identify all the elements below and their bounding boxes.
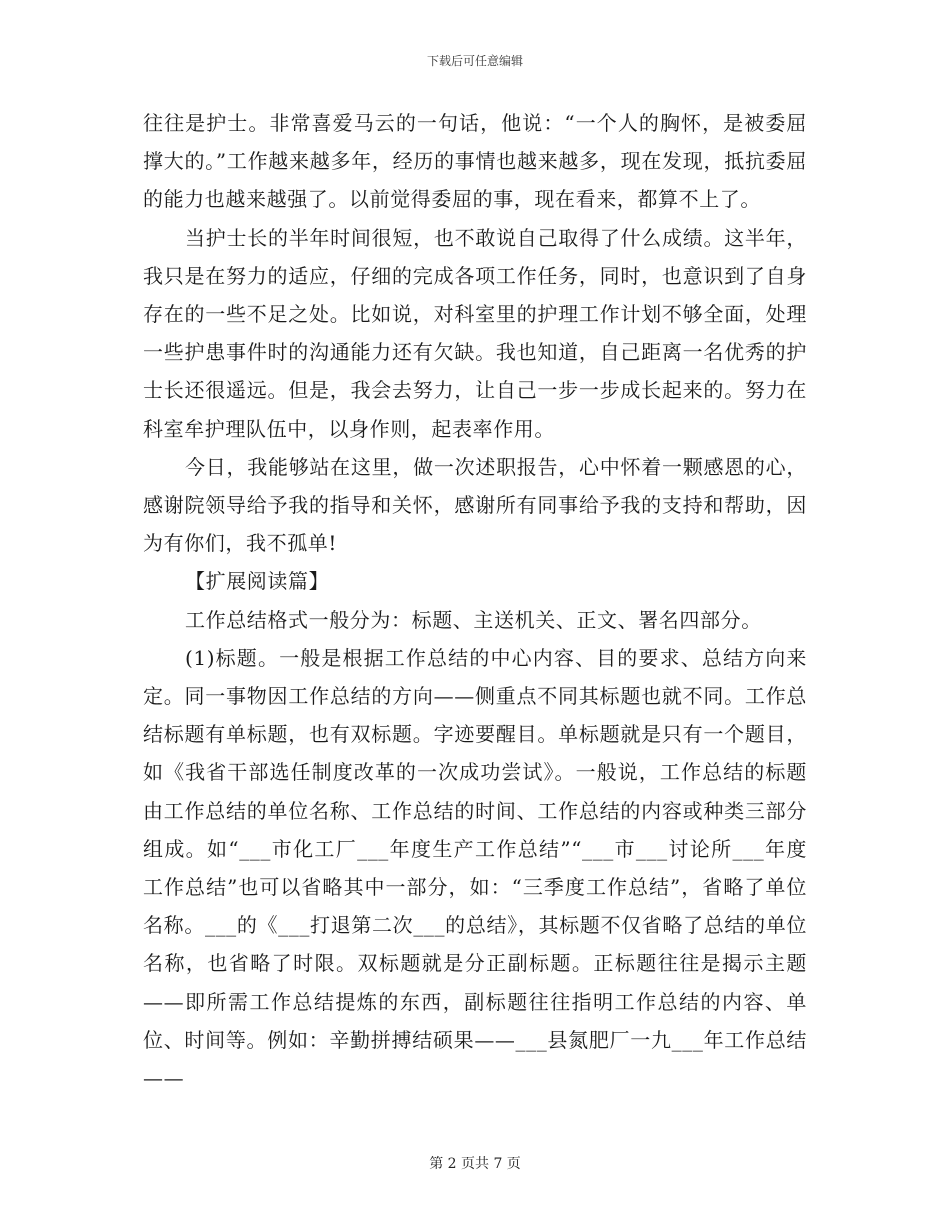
- paragraph-2: 当护士长的半年时间很短，也不敢说自己取得了什么成绩。这半年，我只是在努力的适应，仔细的完成各项工作任务，同时，也意识到了自身存在的一些不足之处。比如说，对科室里的护理工作计划不够全面，处理一些护患事件时的沟通能力还有欠缺。我也知道，自己距离一名优秀的护士长还很遥远。但是，我会去努力，让自己一步一步成长起来的。努力在科室牟护理队伍中，以身作则，起表率作用。: [143, 225, 807, 441]
- document-body: [143, 104, 807, 1097]
- paragraph-format-intro: 工作总结格式一般分为：标题、主送机关、正文、署名四部分。: [185, 607, 762, 632]
- section-heading-extended-reading: 【扩展阅读篇】: [185, 569, 330, 594]
- paragraph-3: 今日，我能够站在这里，做一次述职报告，心中怀着一颗感恩的心，感谢院领导给予我的指导和关怀，感谢所有同事给予我的支持和帮助，因为有你们，我不孤单!: [143, 454, 807, 556]
- page-header: 下载后可任意编辑: [426, 54, 523, 68]
- paragraph-1: 往往是护士。非常喜爱马云的一句话，他说：“一个人的胸怀，是被委屈撑大的。”工作越来越多年，经历的事情也越来越多，现在发现，抵抗委屈的能力也越来越强了。以前觉得委屈的事，现在看来，都算不上了。: [143, 111, 807, 212]
- paragraph-title-section: (1)标题。一般是根据工作总结的中心内容、目的要求、总结方向来定。同一事物因工作总结的方向——侧重点不同其标题也就不同。工作总结标题有单标题，也有双标题。字迹要醒目。单标题就是只有一个题目，如《我省干部选任制度改革的一次成功尝试》。一般说，工作总结的标题由工作总结的单位名称、工作总结的时间、工作总结的内容或种类三部分组成。如“___市化工厂___年度生产工作总结”“___市___讨论所___年度工作总结”也可以省略其中一部分，如：“三季度工作总结”，省略了单位名称。___的《___打退第二次___的总结》，其标题不仅省略了总结的单位名称，也省略了时限。双标题就是分正副标题。正标题往往是揭示主题——即所需工作总结提炼的东西，副标题往往指明工作总结的内容、单位、时间等。例如：辛勤拼搏结硕果——___县氮肥厂一九___年工作总结——: [143, 645, 807, 1091]
- page-footer: 第 2 页共 7 页: [429, 1156, 521, 1172]
